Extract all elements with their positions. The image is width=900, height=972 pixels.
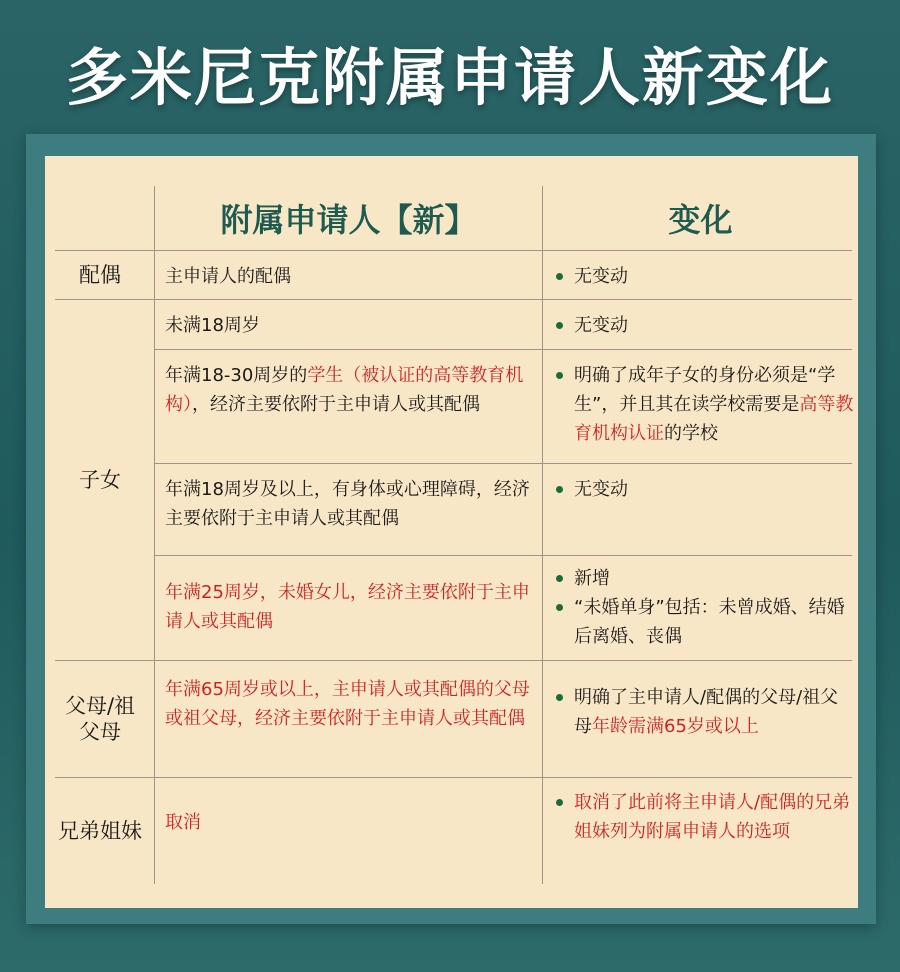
siblings-change bbox=[554, 778, 854, 884]
parents-change bbox=[554, 661, 854, 777]
child-under18-change bbox=[554, 300, 854, 349]
category-parents bbox=[45, 661, 155, 777]
highlight-text: 年龄需满65岁或以上 bbox=[592, 716, 759, 737]
header-change: 变化 bbox=[668, 201, 733, 239]
category-children: 子女 bbox=[79, 467, 121, 492]
child-under18-applicant: 未满18周岁 bbox=[165, 315, 260, 336]
spouse-change bbox=[554, 251, 854, 299]
header-applicant: 附属申请人【新】 bbox=[220, 201, 477, 239]
siblings-applicant: 取消 bbox=[165, 812, 201, 833]
bullet-item: 无变动 bbox=[554, 262, 854, 291]
child-disabled-change bbox=[554, 464, 854, 555]
category-parents-line2: 父母 bbox=[79, 720, 121, 744]
spouse-applicant: 主申请人的配偶 bbox=[165, 266, 291, 287]
text-span: 年满18-30周岁的 bbox=[165, 365, 308, 386]
column-divider bbox=[542, 186, 543, 884]
comparison-table bbox=[45, 186, 858, 884]
bullet-item: 新增 bbox=[554, 564, 854, 593]
bullet-item bbox=[554, 361, 854, 448]
bullet-item: “未婚单身”包括：未曾成婚、结婚后离婚、丧偶 bbox=[554, 593, 854, 651]
category-spouse: 配偶 bbox=[79, 262, 121, 287]
text-span: ，经济主要依附于主申请人或其配偶 bbox=[192, 394, 480, 415]
bullet-item: 无变动 bbox=[554, 475, 854, 504]
parents-applicant: 年满65周岁或以上，主申请人或其配偶的父母或祖父母，经济主要依附于主申请人或其配偶 bbox=[165, 679, 530, 729]
category-parents-line1: 父母/祖 bbox=[64, 693, 136, 718]
child-daughter-applicant: 年满25周岁，未婚女儿，经济主要依附于主申请人或其配偶 bbox=[165, 582, 530, 632]
highlight-text: 高等教育机构认证 bbox=[574, 394, 854, 444]
table-card bbox=[45, 156, 858, 908]
text-span: 的学校 bbox=[664, 423, 718, 444]
page-title: 多米尼克附属申请人新变化 bbox=[65, 41, 834, 114]
text-span: 明确了主申请人/配偶的父母/祖父母 bbox=[574, 687, 839, 737]
category-siblings: 兄弟姐妹 bbox=[58, 818, 142, 843]
bullet-item: 无变动 bbox=[554, 311, 854, 340]
child-disabled-applicant: 年满18周岁及以上，有身体或心理障碍，经济主要依附于主申请人或其配偶 bbox=[165, 479, 530, 529]
bullet-item: 取消了此前将主申请人/配偶的兄弟姐妹列为附属申请人的选项 bbox=[554, 788, 854, 846]
child-student-change bbox=[554, 350, 854, 463]
text-span: 明确了成年子女的身份必须是“学生”，并且其在读学校需要是 bbox=[574, 365, 836, 415]
child-student-applicant bbox=[165, 350, 540, 463]
highlight-text: 学生（被认证的高等教育机构） bbox=[165, 365, 524, 415]
child-daughter-change bbox=[554, 556, 854, 660]
bullet-item bbox=[554, 683, 854, 741]
